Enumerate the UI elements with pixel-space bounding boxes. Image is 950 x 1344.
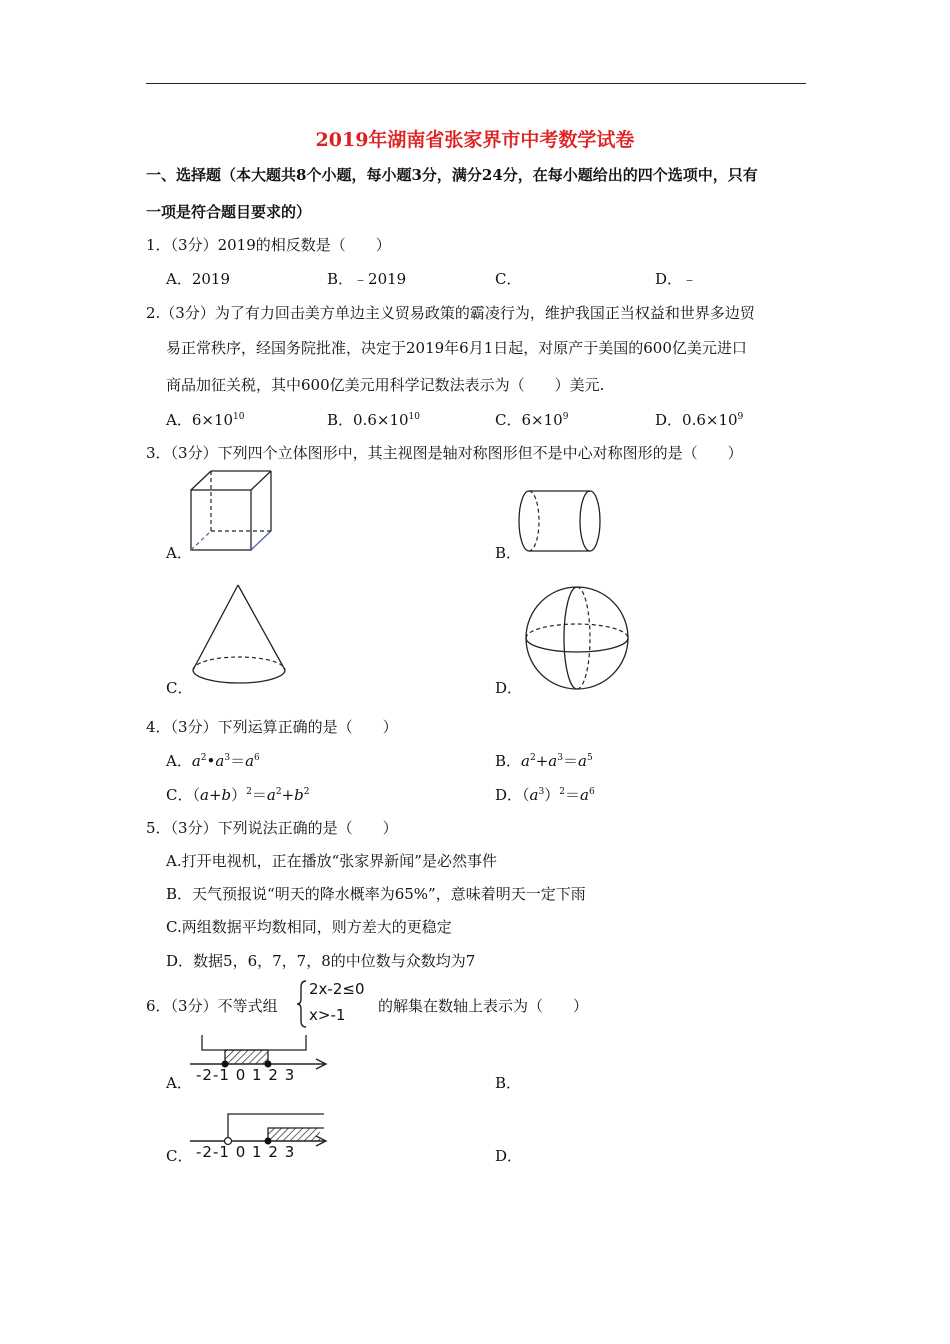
inequality-brace	[297, 980, 307, 1028]
q3-stem: 3．（3分）下列四个立体图形中，其主视图是轴对称图形但不是中心对称图形的是（ ）	[146, 444, 743, 462]
q6-label-b: B．	[495, 1074, 522, 1092]
q2-option-a: A．$6\times 10^{10}$	[166, 411, 245, 429]
cone-figure	[190, 583, 290, 688]
q4-option-d: D．$(a^3)^2=a^6$	[495, 786, 595, 804]
q2-stem-line1: 2.（3分）为了有力回击美方单边主义贸易政策的霸凌行为，维护我国正当权益和世界多边贸	[146, 304, 755, 322]
q4-stem: 4．（3分）下列运算正确的是（ ）	[146, 718, 398, 736]
q1-option-a: A．2019	[166, 270, 231, 288]
q4-option-a: A．$a^2•a^3=a^6$	[166, 752, 260, 770]
q6-inequality-2: x>-1	[309, 1006, 346, 1024]
q3-label-a: A．	[166, 544, 192, 562]
q5-option-d: D．数据5，6，7，7，8的中位数与众数均为7	[166, 952, 476, 970]
section-heading-line1: 一、选择题（本大题共8个小题，每小题3分，满分24分，在每小题给出的四个选项中，只有	[146, 166, 758, 184]
number-line-c-tick-labels: -2-1 0 1 2 3	[196, 1143, 296, 1161]
q6-inequality-1: 2x-2≤0	[309, 980, 365, 998]
q6-label-c: C．	[166, 1147, 193, 1165]
section-heading-line2: 一项是符合题目要求的）	[146, 203, 312, 221]
q2-stem-line2: 易正常秩序，经国务院批准，决定于2019年6月1日起，对原产于美国的600亿美元进口	[166, 339, 747, 357]
q5-option-a: A.打开电视机，正在播放“张家界新闻”是必然事件	[166, 852, 497, 870]
q3-label-b: B．	[495, 544, 522, 562]
q6-label-a: A．	[166, 1074, 192, 1092]
q5-option-c: C.两组数据平均数相同，则方差大的更稳定	[166, 918, 452, 936]
q2-stem-line3: 商品加征关税，其中600亿美元用科学记数法表示为（ ）美元.	[166, 376, 605, 394]
cylinder-figure	[518, 490, 603, 554]
header-rule	[146, 83, 806, 84]
q4-option-c: C．$(a+b)^2=a^2+b^2$	[166, 786, 310, 804]
sphere-figure	[522, 585, 632, 691]
q6-stem-post: 的解集在数轴上表示为（ ）	[378, 997, 589, 1015]
q3-label-d: D．	[495, 679, 523, 697]
q5-option-b: B．天气预报说“明天的降水概率为65%”，意味着明天一定下雨	[166, 885, 586, 903]
q2-option-b: B．$0.6\times 10^{10}$	[327, 411, 420, 429]
cube-figure	[190, 470, 275, 555]
number-line-a-tick-labels: -2-1 0 1 2 3	[196, 1066, 296, 1084]
q3-label-c: C．	[166, 679, 193, 697]
page-title: 2019年湖南省张家界市中考数学试卷	[315, 129, 635, 151]
q5-stem: 5．（3分）下列说法正确的是（ ）	[146, 819, 398, 837]
q1-option-b: B．﹣2019	[327, 270, 407, 288]
q1-option-d: D．﹣	[655, 270, 698, 288]
q2-option-c: C．$6\times 10^9$	[495, 411, 569, 429]
q6-label-d: D．	[495, 1147, 523, 1165]
q2-option-d: D．$0.6\times 10^9$	[655, 411, 744, 429]
q1-option-c: C．	[495, 270, 522, 288]
q4-option-b: B．$a^2+a^3=a^5$	[495, 752, 593, 770]
q6-stem-pre: 6．（3分）不等式组	[146, 997, 278, 1015]
q1-stem: 1．（3分）2019的相反数是（ ）	[146, 236, 391, 254]
